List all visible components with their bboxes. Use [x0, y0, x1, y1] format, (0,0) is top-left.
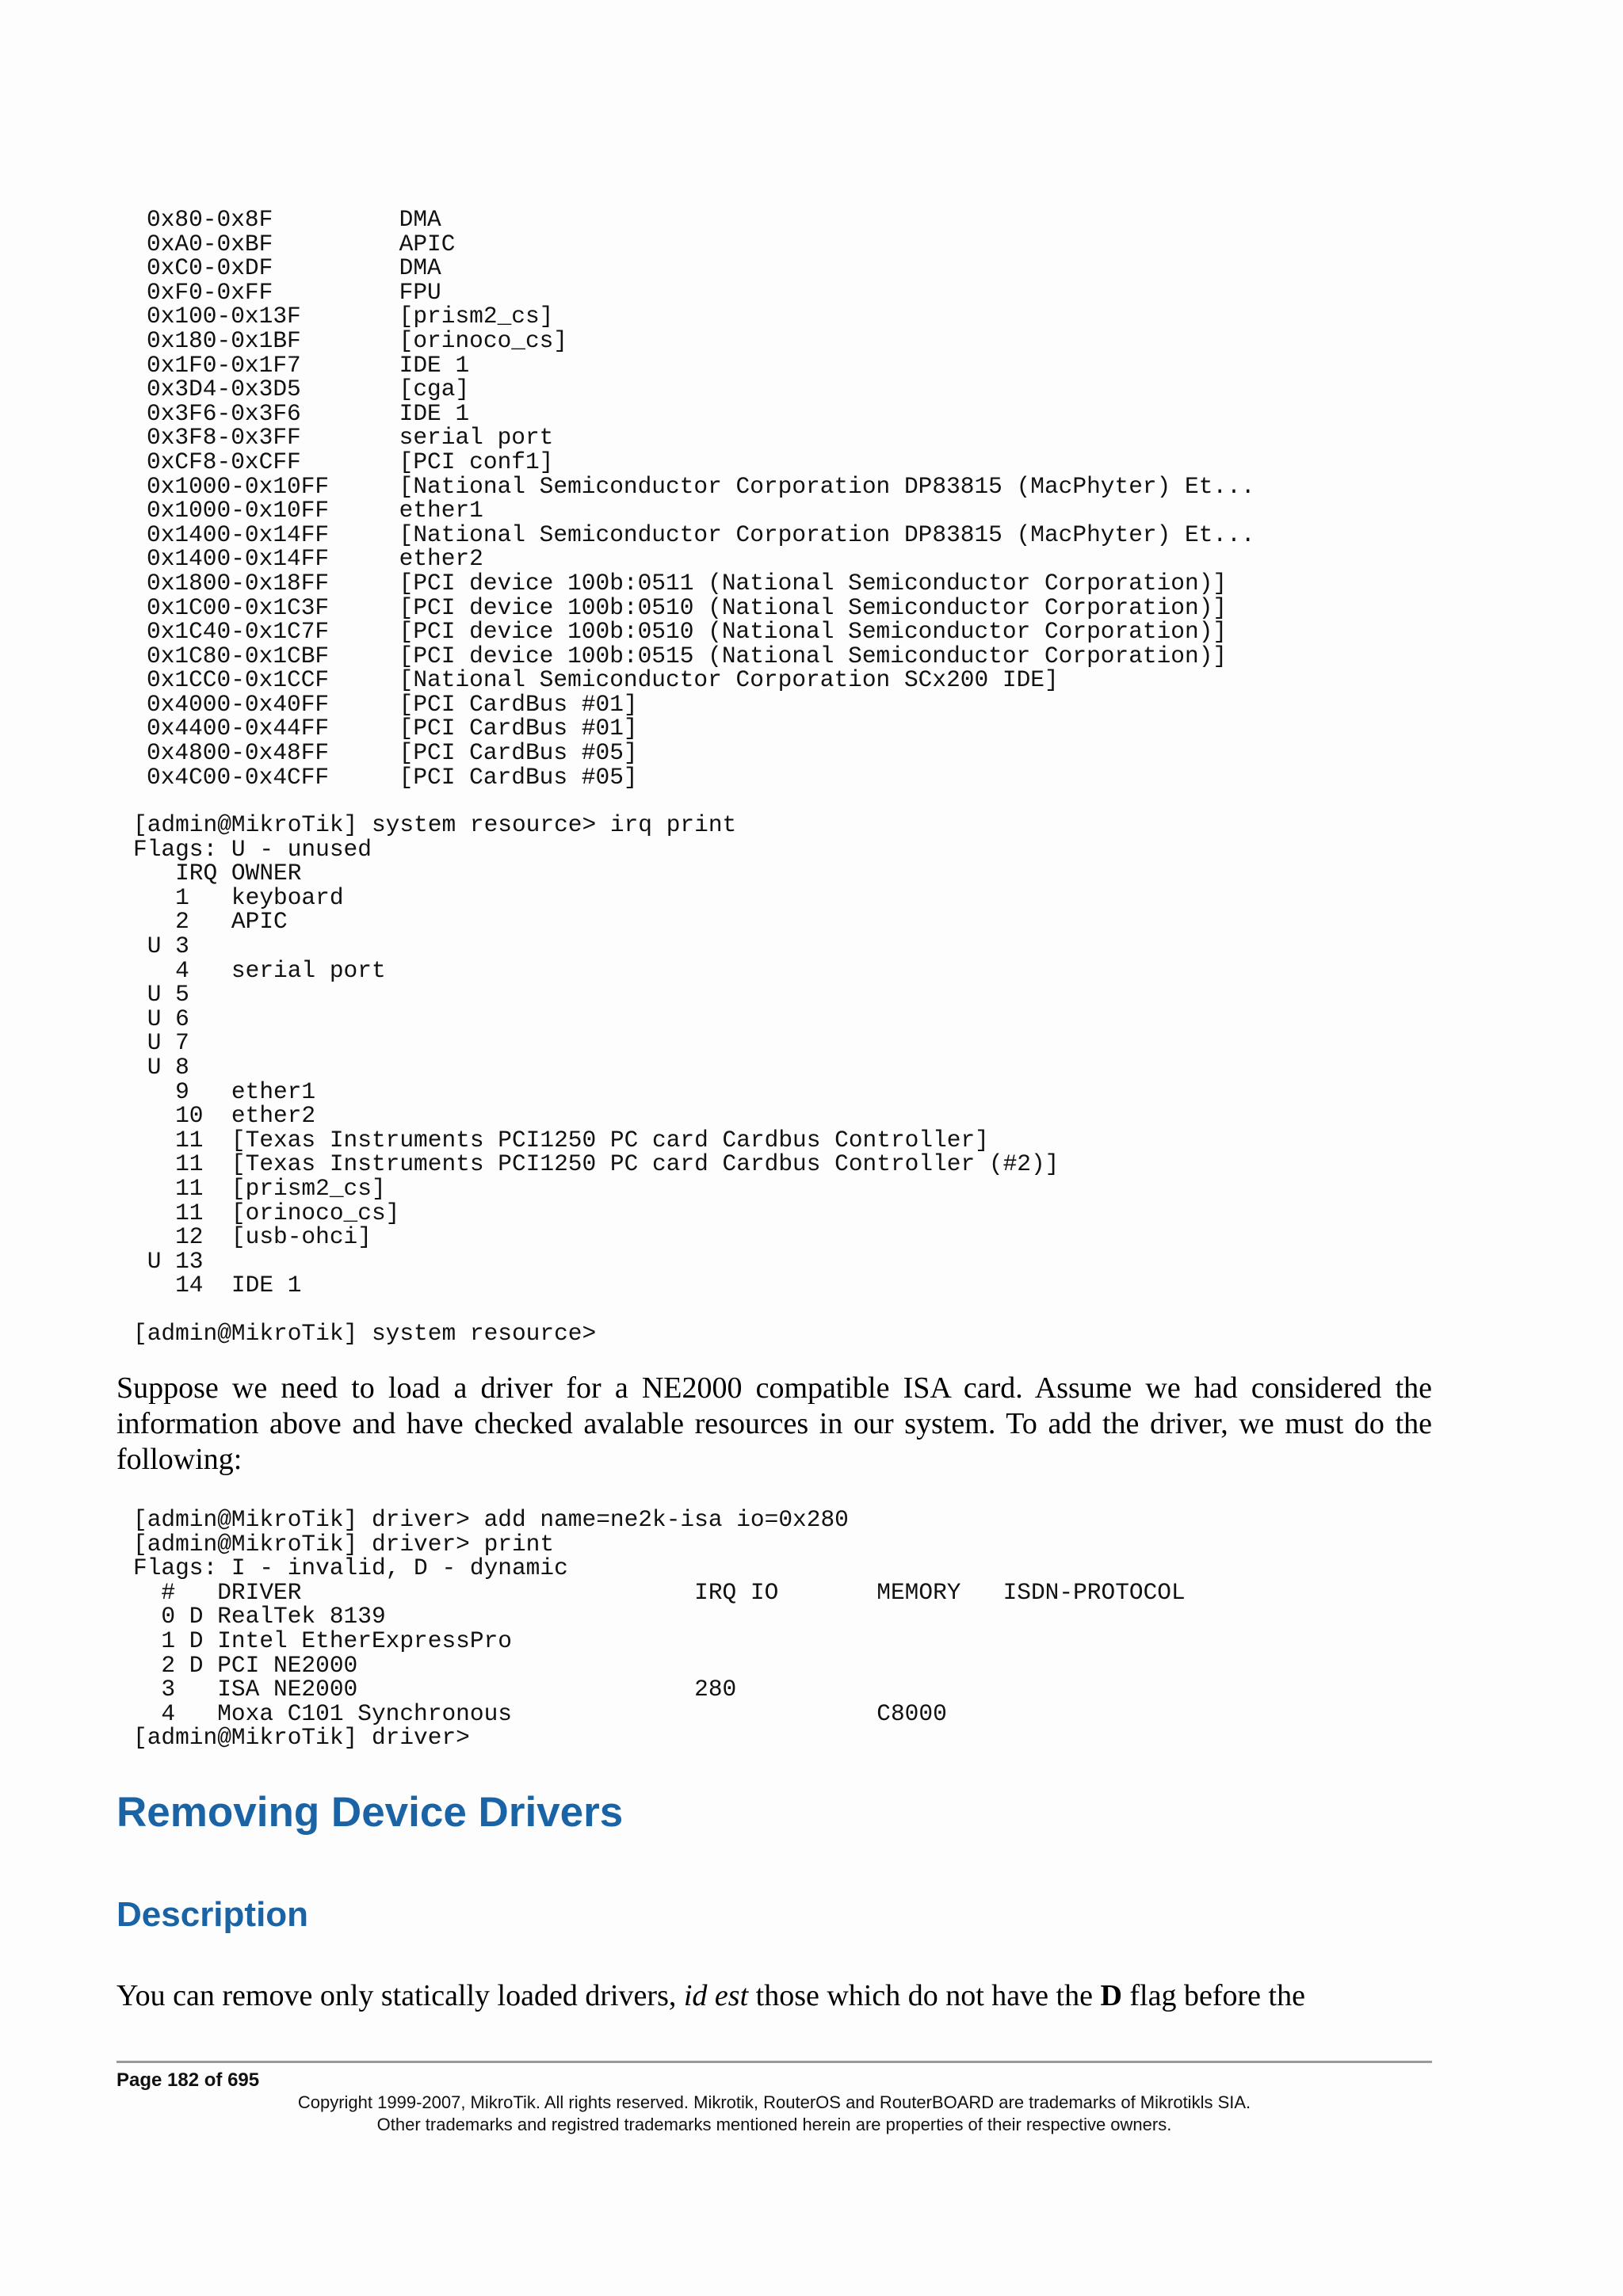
bold-d-flag: D [1100, 1979, 1122, 2012]
italic-id-est: id est [683, 1979, 749, 2012]
paragraph-ne2000-intro: Suppose we need to load a driver for a NE2000 compatible ISA card. Assume we had considered the information above and have checked avalable resources in our system. To add the driver, we must do the following: [116, 1371, 1432, 1476]
subsection-heading-description: Description [116, 1895, 309, 1934]
paragraph-text-part-2: those which do not have the [748, 1979, 1101, 2012]
driver-add-listing: [admin@MikroTik] driver> add name=ne2k-isa io=0x280 [admin@MikroTik] driver> print Flags: I - invalid, D - dynamic # DRIVER IRQ IO MEMORY ISDN-PROTOCOL 0 D RealTek 8139 1 D Intel EtherExpressPro 2 D PCI NE2000 3 ISA NE2000 280 4 Moxa C101 Synchronous C8000 [admin@MikroTik] driver> [133, 1506, 1186, 1752]
copyright-line-1: Copyright 1999-2007, MikroTik. All rights reserved. Mikrotik, RouterOS and RouterBOARD are trademarks of Mikrotikls SIA. [297, 2092, 1251, 2112]
page-number: Page 182 of 695 [116, 2069, 260, 2091]
paragraph-text-part-3: flag before the [1121, 1979, 1305, 2012]
footer-divider [116, 2061, 1432, 2063]
copyright-notice [116, 2092, 1432, 2136]
io-resource-listing: 0x80-0x8F DMA 0xA0-0xBF APIC 0xC0-0xDF DMA 0xF0-0xFF FPU 0x100-0x13F [prism2_cs] 0x180-0x1BF [orinoco_cs] 0x1F0-0x1F7 IDE 1 0x3D4-0x3D5 [cga] 0x3F6-0x3F6 IDE 1 0x3F8-0x3FF serial port 0xCF8-0xCFF [PCI conf1] 0x1000-0x10FF [National Semiconductor Corporation DP83815 (MacPhyter) Et... 0x1000-0x10FF ether1 0x1400-0x14FF [National Semiconductor Corporation DP83815 (MacPhyter) Et... 0x1400-0x14FF ether2 0x1800-0x18FF [PCI device 100b:0511 (National Semiconductor Corporation)] 0x1C00-0x1C3F [PCI device 100b:0510 (National Semiconductor Corporation)] 0x1C40-0x1C7F [PCI device 100b:0510 (National Semiconductor Corporation)] 0x1C80-0x1CBF [PCI device 100b:0515 (National Semiconductor Corporation)] 0x1CC0-0x1CCF [National Semiconductor Corporation SCx200 IDE] 0x4000-0x40FF [PCI CardBus #01] 0x4400-0x44FF [PCI CardBus #01] 0x4800-0x48FF [PCI CardBus #05] 0x4C00-0x4CFF [PCI CardBus #05] [147, 206, 1255, 791]
paragraph-text-part-1: You can remove only statically loaded drivers, [116, 1979, 684, 2012]
section-heading-removing-device-drivers: Removing Device Drivers [116, 1789, 624, 1836]
paragraph-remove-drivers [116, 1978, 1432, 2014]
irq-print-listing: [admin@MikroTik] system resource> irq print Flags: U - unused IRQ OWNER 1 keyboard 2 APIC U 3 4 serial port U 5 U 6 U 7 U 8 9 ether1 10 ether2 11 [Texas Instruments PCI1250 PC card Cardbus Controller] 11 [Texas Instruments PCI1250 PC card Cardbus Controller (#2)] 11 [prism2_cs] 11 [orinoco_cs] 12 [usb-ohci] U 13 14 IDE 1 [admin@MikroTik] system resource> [133, 811, 1060, 1348]
copyright-line-2: Other trademarks and registred trademarks mentioned herein are properties of their respective owners. [376, 2115, 1172, 2134]
